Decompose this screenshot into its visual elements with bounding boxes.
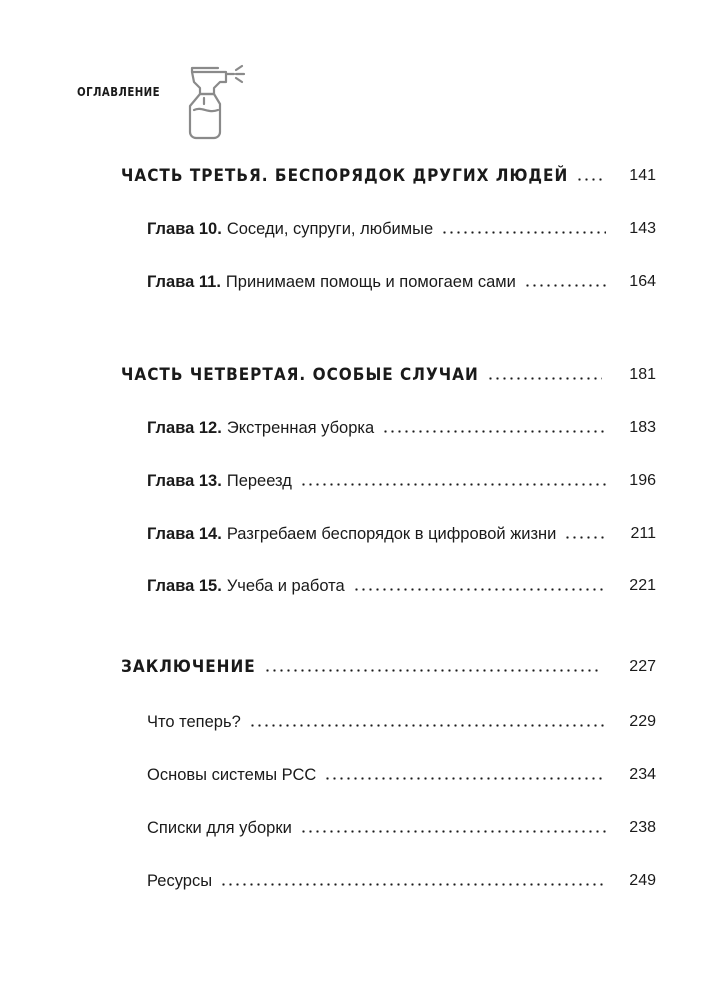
part-title: ЗАКЛЮЧЕНИЕ xyxy=(121,657,256,677)
toc-entry-chapter-14[interactable] xyxy=(0,520,726,544)
dot-leader xyxy=(441,231,606,234)
toc-entry-resources[interactable] xyxy=(0,867,726,891)
chapter-title: Учеба и работа xyxy=(226,577,345,595)
dot-leader xyxy=(220,883,606,886)
chapter-title: Соседи, супруги, любимые xyxy=(226,220,434,238)
section-title: Что теперь? xyxy=(147,713,241,731)
dot-leader xyxy=(576,178,602,181)
spray-bottle-icon xyxy=(184,62,248,142)
toc-entry-chapter-11[interactable] xyxy=(0,268,726,292)
chapter-label: Глава 12. xyxy=(147,419,222,437)
chapter-label: Глава 11. xyxy=(147,273,221,291)
page-number: 238 xyxy=(629,819,656,836)
page-number: 234 xyxy=(629,766,656,783)
toc-entry-part-4[interactable] xyxy=(0,361,726,385)
chapter-label: Глава 13. xyxy=(147,472,222,490)
toc-entry-chapter-13[interactable] xyxy=(0,467,726,491)
dot-leader xyxy=(564,536,606,539)
page-number: 183 xyxy=(629,419,656,436)
toc-entry-chapter-12[interactable] xyxy=(0,414,726,438)
dot-leader xyxy=(324,777,606,780)
page-number: 221 xyxy=(629,577,656,594)
dot-leader xyxy=(249,724,606,727)
dot-leader xyxy=(382,430,606,433)
chapter-title: Принимаем помощь и помогаем сами xyxy=(225,273,516,291)
page-number: 164 xyxy=(629,273,656,290)
page-number: 227 xyxy=(629,658,656,675)
section-title: Основы системы РСС xyxy=(147,766,317,784)
dot-leader xyxy=(300,483,606,486)
page-number: 143 xyxy=(629,220,656,237)
dot-leader xyxy=(300,830,606,833)
chapter-label: Глава 15. xyxy=(147,577,222,595)
dot-leader xyxy=(353,588,606,591)
toc-entry-chapter-15[interactable] xyxy=(0,572,726,596)
part-title: ЧАСТЬ ЧЕТВЕРТАЯ. ОСОБЫЕ СЛУЧАИ xyxy=(121,365,479,385)
chapter-title: Экстренная уборка xyxy=(226,419,375,437)
dot-leader xyxy=(264,669,602,672)
section-title: Ресурсы xyxy=(147,872,213,890)
chapter-title: Переезд xyxy=(226,472,292,490)
dot-leader xyxy=(524,284,606,287)
chapter-title: Разгребаем беспорядок в цифровой жизни xyxy=(226,525,557,543)
dot-leader xyxy=(487,377,602,380)
page-number: 181 xyxy=(629,366,656,383)
page-number: 196 xyxy=(629,472,656,489)
page-number: 249 xyxy=(629,872,656,889)
toc-entry-part-3[interactable] xyxy=(0,162,726,186)
toc-entry-cleaning-lists[interactable] xyxy=(0,814,726,838)
toc-entry-rss-basics[interactable] xyxy=(0,761,726,785)
page-number: 141 xyxy=(629,167,656,184)
toc-header-label: ОГЛАВЛЕНИЕ xyxy=(77,85,161,99)
part-title: ЧАСТЬ ТРЕТЬЯ. БЕСПОРЯДОК ДРУГИХ ЛЮДЕЙ xyxy=(121,166,569,186)
page-number: 229 xyxy=(629,713,656,730)
toc-entry-chapter-10[interactable] xyxy=(0,215,726,239)
chapter-label: Глава 14. xyxy=(147,525,222,543)
section-title: Списки для уборки xyxy=(147,819,292,837)
chapter-label: Глава 10. xyxy=(147,220,222,238)
toc-entry-conclusion[interactable] xyxy=(0,653,726,677)
page-number: 211 xyxy=(630,525,656,542)
toc-entry-what-next[interactable] xyxy=(0,708,726,732)
